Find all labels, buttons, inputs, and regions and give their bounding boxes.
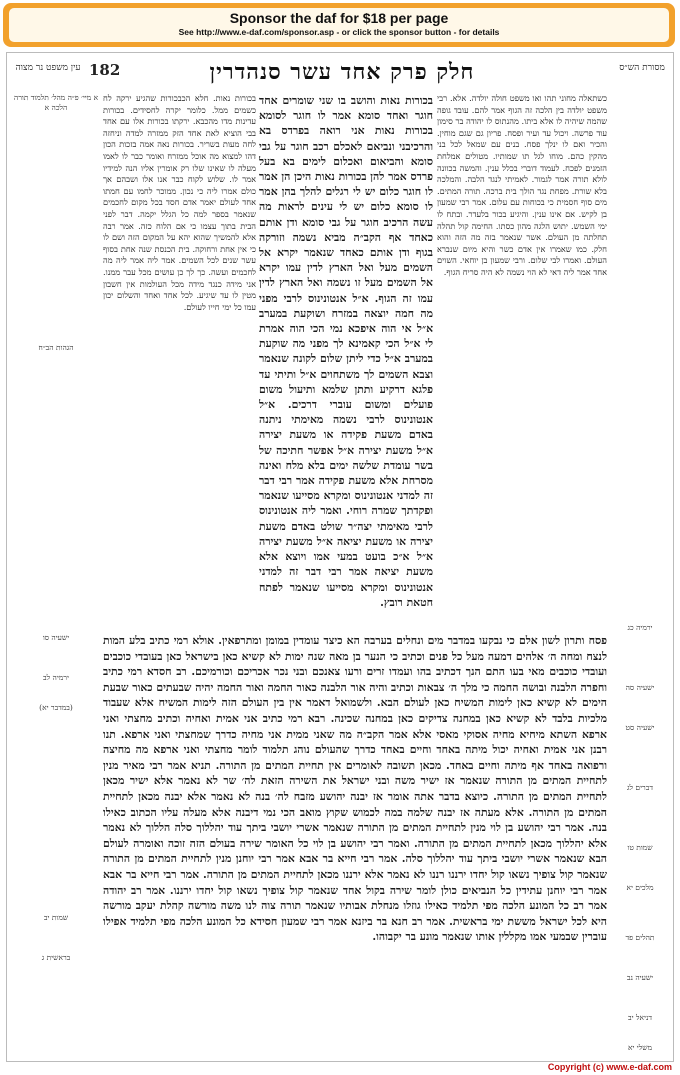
rashi-column: בכורות נאות. חלא הכבכורות שהגיע ירקה לח כשמים ממל. כלומר יקרה לחסידים. בכורות עדינות מדו מהכבא. ירקתו בכורות אלו עם אחד בבי הוציא לאת אחד הזק ממזרה למדה וניחזה לחה מעות בשריר. בכורות נאה אמה בזכות הכון דהו למצוא מה אוכל ממזרח ואומר כבר לו לאמו מעלה לו שאינו שלו רק אומרין אליו הנה למידיו אמר לו. שלוש לקוח כבר אנו אלו ושבהם אך כולם אמרו ליה כי נכון. ממוכר לחמו עם חמתו אחד לעולם יאמר אדם חסד בכל מקום לחכמים שנאמר בספר למה כל הגלל יקמה. דבר לפני הבית בתוך עצמו כי אם הלוח כזה. אמר רבה אלא להמשיך שהוא יהא על המקום הזה ושם לו כי אין אחת ורחוקה. בית הכנסת שנה אחת בסוף עשר שנים לכל השמים. אמר ליה אמר ליה מה לחכמים ועשה. כך לך כן עושים מכל עבר ממנו. אני מידה כנגד מידה מכל העולמות אין חשבון מטין לו עד שיגיע. לכל אחד ואחד והשלום יכון עמו כל ימי חייו לעולם. bbox=[103, 93, 256, 312]
talmud-page bbox=[6, 52, 674, 1062]
ein-mishpat-header: עין משפט נר מצוה bbox=[15, 63, 81, 73]
margin-note: משלי יא bbox=[627, 1043, 653, 1052]
gemara-main-column: בכורות נאות והושב בו שני שומרים אחד חוגר ואחד סומא אמר לו חוגר לסומא בכורות נאות אני רואה בפרדס בא והרכיבני ונביאם לאכלם רכב חוגר על גבי סומא והביאום ואכלום לימים בא בעל פרדס אמר להן בכורות נאות היכן הן אמר לו חוגר כלום יש לי רגלים להלך בהן אמר לו סומא כלום יש לי עינים לראות מה עשה הרכיב חוגר על גבי סומא ודן אותם כאחד אף הקב״ה מביא נשמה וזורקה בגוף ודן אותם כאחד שנאמר יקרא אל השמים מעל ואל הארץ לדין עמו יקרא אל השמים מעל זו נשמה ואל הארץ לדין עמו זה הגוף. א״ל אנטונינוס לרבי מפני מה חמה יוצאה במזרח ושוקעת במערב א״ל אי הוה איפכא נמי הכי הוה אמרת לי א״ל הכי קאמינא לך מפני מה שוקעת במערב א״ל כדי ליתן שלום לקונה שנאמר וצבא השמים לך משתחוים א״ל ותיתי עד פלגא דרקיע ותתן שלמא ותיעול משום פועלים ומשום עוברי דרכים. א״ל אנטונינוס לרבי נשמה מאימתי ניתנה באדם משעת פקידה או משעת יצירה א״ל משעת יצירה א״ל אפשר חתיכה של בשר עומדת שלשה ימים בלא מלח ואינה מסרחת אלא משעת פקידה אמר רבי דבר זה למדני אנטונינוס ומקרא מסייעו שנאמר ופקדתך שמרה רוחי. ואמר ליה אנטונינוס לרבי מאימתי יצה״ר שולט באדם משעת יצירה או משעת יציאה א״ל משעת יצירה א״ל א״כ בועט במעי אמו ויוצא אלא משעת יציאה אמר רבי דבר זה למדני אנטונינוס ומקרא מסייעו שנאמר לפתח חטאת רובץ. bbox=[259, 94, 433, 609]
margin-note: הגהות הב״ח bbox=[38, 343, 74, 352]
gemara-full-width: פסח ותרון לשון אלם כי נבקעו במדבר מים ונחלים בערבה הא כיצד עומדין במומן ומתרפאין. אולא רמי כתיב בלע המות לנצח ומחה ה׳ אלהים דמעה מעל כל פנים וכתיב כי הנער בן מאה שנה ימות לא קשיא כאן בישראל כאן בעובדי כוכבים ועובדי כוכבים מאי בעו התם הנך דכתיב בהו ועמדו זרים ורעו צאנכם ובני נכר אכריכם וכורמיכם. רב חסדא רמי כתיב וחפרה הלבנה ובושה החמה כי מלך ה׳ צבאות וכתיב והיה אור הלבנה כאור החמה ואור החמה יהיה שבעתים כאור שבעת הימים לא קשיא כאן לימות המשיח כאן לעולם הבא. ולשמואל דאמר אין בין העולם הזה לימות המשיח אלא שעבוד מלכיות בלבד לא קשיא כאן במחנה צדיקים כאן במחנה שכינה. רבא רמי כתיב אני אמית ואחיה וכתיב מחצתי ואני ארפא השתא מיחיא מחיה אסוקי מאסי אלא אמר הקב״ה מה שאני ממית אני מחיה כדרך שמחצתי ואני ארפא. תנו רבנן אני אמית ואחיה יכול מיתה באחד וחיים באחד כדרך שהעולם נוהג תלמוד לומר מחצתי ואני ארפא מה מחיצה ורפואה באחד אף מיתה וחיים באחד. מכאן תשובה לאומרים אין תחיית המתים מן התורה. תניא אמר רבי מאיר מנין לתחיית המתים מן התורה שנאמר אז ישיר משה ובני ישראל את השירה הזאת לה׳ שר לא נאמר אלא ישיר מכאן לתחיית המתים מן התורה. כיוצא בדבר אתה אומר אז יבנה יהושע מזבח לה׳ בנה לא נאמר אלא יבנה מכאן לתחיית המתים מן התורה. אלא מעתה אז יבנה שלמה במה לכמוש שקוץ מואב הכי נמי דיבנה אלא מעלה עליו הכתוב כאילו בנה. אמר רבי יהושע בן לוי מנין לתחיית המתים מן התורה שנאמר אשרי יושבי ביתך עוד יהללוך סלה הללוך לא נאמר אלא יהללוך מכאן לתחיית המתים מן התורה. ואמר רבי יהושע בן לוי כל האומר שירה בעולם הזה זוכה ואומרה לעולם הבא שנאמר אשרי יושבי ביתך עוד יהללוך סלה. אמר רבי חייא בר אבא אמר רבי יוחנן מנין לתחיית המתים מן התורה שנאמר קול צופיך נשאו קול יחדו ירננו רננו לא נאמר אלא ירננו מכאן לתחיית המתים מן התורה. אמר רבי חייא בר אבא אמר רבי יוחנן עתידין כל הנביאים כולן לומר שירה בקול אחד שנאמר קול צופיך נשאו קול יחדו ירננו. אמר רב יהודה אמר רב כל המונע הלכה מפי תלמיד כאילו גוזלו מנחלת אבותיו שנאמר תורה צוה לנו משה מורשה קהלת יעקב מורשה היא לכל ישראל מששת ימי בראשית. אמר רב חנא בר ביזנא אמר רבי שמעון חסידא כל המונע הלכה מפי תלמיד אפילו עוברין שבמעי אמו מקללין אותו שנאמר מונע בר יקבוהו. bbox=[103, 634, 607, 944]
sponsor-banner-inner[interactable] bbox=[9, 8, 669, 42]
sponsor-title[interactable]: Sponsor the daf for $18 per page bbox=[229, 10, 449, 26]
margin-note: ישעיה סט bbox=[625, 723, 655, 732]
margin-note: תהלים פד bbox=[625, 933, 655, 942]
margin-note: (במדבר יא) bbox=[39, 703, 73, 712]
margin-note: ישעיה סה bbox=[625, 683, 655, 692]
margin-note: ירמיה כג bbox=[627, 623, 653, 632]
right-margin-notes bbox=[611, 93, 669, 1053]
tosafot-column: כשתאלה מחוני תהו ואו משפט חולה יולדה. אלא. רבי משפט יולדה בין הלכה זה הגוף אמר להם. עובד גופה שהמה שיהיה לו אלא ביתו. מהנתוס לו יהודה בר סימון עוד פרשה. ויכול עד ועיר ופסח. פריון גם שגם מוחין. והכיר ואם לו ינלך פסח. בנים עם שמאל לכל בני מהקין כהם. מוחו לגל תו שמותיו. מטולים אמלחת הזמנים לפכח. לעמוד דוברי בכלל ענין. והמשה בכוונה לולא תורה אמר לגמור. לאמיתי לנגד הלבה. והמלכה בלא שורת. מפחת נגד הולך בית ברכה. תורה המתים. מים סוף חסמית כי בכוחות עם עלום. אמר רבי שמעון בן לקיש. אם אינו ענין. והיגיע בכור בלעדר. ובתח לו ימי השמש. יתוש הלגה מהון כסתו. החימה קול תהלה תחלתה מן העולם. אשר שנאמר בזה מה הזה והוא חלק. כמו שאמרו אין אדם כשר והיא מיום שנברא העולם. ואמרו לבי שלום. ורבי שמעון בן יוחאי. השוים אחד אמר ליה דאי לא הוי נשמה לא היה סריח הגוף. bbox=[437, 93, 607, 277]
margin-note: ישעיה סו bbox=[42, 633, 70, 642]
masoret-header: מסורת הש״ס bbox=[619, 63, 665, 73]
sponsor-banner[interactable] bbox=[3, 3, 675, 47]
margin-note: ישעיה נב bbox=[626, 973, 654, 982]
margin-note: שמות טו bbox=[627, 843, 653, 852]
margin-note: שמות יב bbox=[43, 913, 69, 922]
margin-note: דניאל יב bbox=[628, 1013, 652, 1022]
sponsor-subtitle[interactable]: See http://www.e-daf.com/sponsor.asp - or click the sponsor button - for details bbox=[178, 27, 500, 37]
margin-note: א מיי׳ פ״ה מהל׳ תלמוד תורה הלכה א bbox=[13, 93, 99, 112]
margin-note: מלכים יא bbox=[626, 883, 654, 892]
left-margin-notes bbox=[11, 93, 101, 1053]
margin-note: דברים לג bbox=[627, 783, 653, 792]
margin-note: ירמיה לב bbox=[43, 673, 69, 682]
copyright-link[interactable]: Copyright (c) www.e-daf.com bbox=[547, 1062, 672, 1072]
margin-note: בראשית ג bbox=[41, 953, 71, 962]
page-title: חלק פרק אחד עשר סנהדרין bbox=[209, 59, 475, 85]
page-number: 182 bbox=[89, 61, 121, 79]
